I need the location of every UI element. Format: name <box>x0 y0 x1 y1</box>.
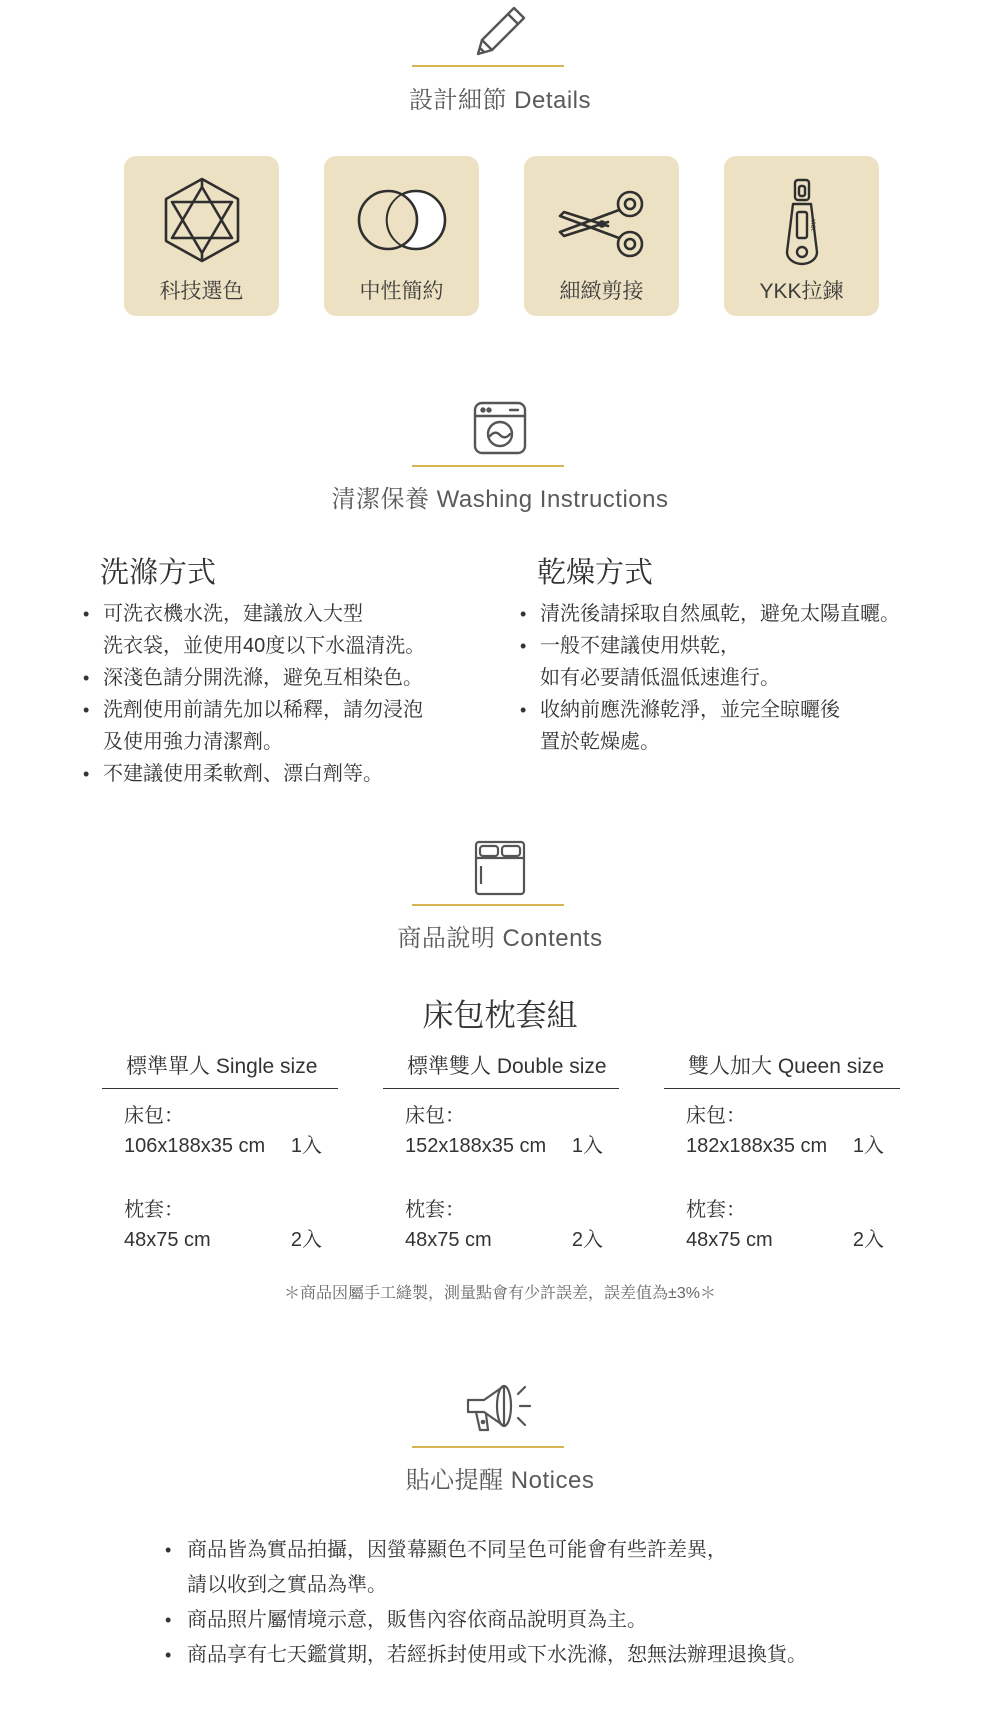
wash-method-list <box>83 598 483 790</box>
sheet-dimensions: 182x188x35 cm <box>686 1135 828 1157</box>
scissors-icon <box>524 188 679 260</box>
pillow-quantity: 2入 <box>571 1229 603 1251</box>
megaphone-icon <box>0 1378 1000 1438</box>
size-divider <box>383 1088 619 1089</box>
sheet-dimensions: 106x188x35 cm <box>124 1135 266 1157</box>
details-title: 設計細節 Details <box>408 87 592 114</box>
list-item: • 商品享有七天鑑賞期，若經拆封使用或下水洗滌，恕無法辦理退換貨。 <box>165 1638 925 1673</box>
detail-card-label: 細緻剪接 <box>559 280 644 303</box>
contents-divider <box>412 904 564 906</box>
washing-divider <box>412 465 564 467</box>
bed-icon <box>0 840 1000 896</box>
washing-title: 清潔保養 Washing Instructions <box>331 486 669 513</box>
details-divider <box>412 65 564 67</box>
list-item: • 一般不建議使用烘乾， 如有必要請低溫低速進行。 <box>520 630 960 694</box>
detail-card-stitch <box>524 156 679 316</box>
wash-method-heading: 洗滌方式 <box>100 557 217 589</box>
list-item: • 不建議使用柔軟劑、漂白劑等。 <box>83 758 483 790</box>
zipper-pull-icon <box>724 178 879 266</box>
pillow-dimensions: 48x75 cm <box>405 1229 492 1251</box>
list-item: • 商品照片屬情境示意，販售內容依商品說明頁為主。 <box>165 1603 925 1638</box>
pillow-quantity: 2入 <box>290 1229 322 1251</box>
pillow-label: 枕套： <box>124 1199 184 1221</box>
notices-title: 貼心提醒 Notices <box>405 1467 595 1494</box>
detail-card-label: YKK拉鍊 <box>759 280 844 303</box>
zipper-brand-text: YKK <box>808 219 816 231</box>
pillow-label: 枕套： <box>405 1199 465 1221</box>
pillow-dimensions: 48x75 cm <box>124 1229 211 1251</box>
product-name: 床包枕套組 <box>422 998 578 1033</box>
size-name: 雙人加大 Queen size <box>688 1055 885 1078</box>
detail-card-zipper <box>724 156 879 316</box>
notices-divider <box>412 1446 564 1448</box>
sheet-label: 床包： <box>686 1105 746 1127</box>
sheet-label: 床包： <box>124 1105 184 1127</box>
detail-card-color <box>124 156 279 316</box>
size-column-single <box>102 1050 338 1255</box>
detail-card-label: 科技選色 <box>159 280 244 303</box>
sheet-quantity: 1入 <box>852 1135 884 1157</box>
contents-title: 商品說明 Contents <box>397 925 603 952</box>
size-divider <box>102 1088 338 1089</box>
pencil-icon <box>0 2 1000 56</box>
size-column-queen <box>664 1050 900 1255</box>
size-divider <box>664 1088 900 1089</box>
pillow-label: 枕套： <box>686 1199 746 1221</box>
dry-method-heading: 乾燥方式 <box>537 557 654 589</box>
sheet-label: 床包： <box>405 1105 465 1127</box>
list-item: • 深淺色請分開洗滌，避免互相染色。 <box>83 662 483 694</box>
detail-card-minimal <box>324 156 479 316</box>
dry-method-list <box>520 598 960 758</box>
pillow-quantity: 2入 <box>852 1229 884 1251</box>
pillow-dimensions: 48x75 cm <box>686 1229 773 1251</box>
washing-machine-icon <box>0 400 1000 456</box>
list-item: • 洗劑使用前請先加以稀釋，請勿浸泡 及使用強力清潔劑。 <box>83 694 483 758</box>
list-item: • 收納前應洗滌乾淨，並完全晾曬後 置於乾燥處。 <box>520 694 960 758</box>
list-item: • 商品皆為實品拍攝，因螢幕顯色不同呈色可能會有些許差異， 請以收到之實品為準。 <box>165 1533 925 1603</box>
list-item: • 可洗衣機水洗，建議放入大型 洗衣袋，並使用40度以下水溫清洗。 <box>83 598 483 662</box>
sheet-dimensions: 152x188x35 cm <box>405 1135 547 1157</box>
size-name: 標準雙人 Double size <box>407 1055 607 1078</box>
size-name: 標準單人 Single size <box>126 1055 318 1078</box>
overlapping-circles-icon <box>324 188 479 252</box>
notices-list <box>165 1533 925 1673</box>
measurement-footnote: ＊商品因屬手工縫製，測量點會有少許誤差，誤差值為±3%＊ <box>284 1285 716 1302</box>
size-column-double <box>383 1050 619 1255</box>
hexagon-star-icon <box>124 176 279 264</box>
sheet-quantity: 1入 <box>290 1135 322 1157</box>
detail-card-label: 中性簡約 <box>359 280 444 303</box>
sheet-quantity: 1入 <box>571 1135 603 1157</box>
list-item: • 清洗後請採取自然風乾，避免太陽直曬。 <box>520 598 960 630</box>
